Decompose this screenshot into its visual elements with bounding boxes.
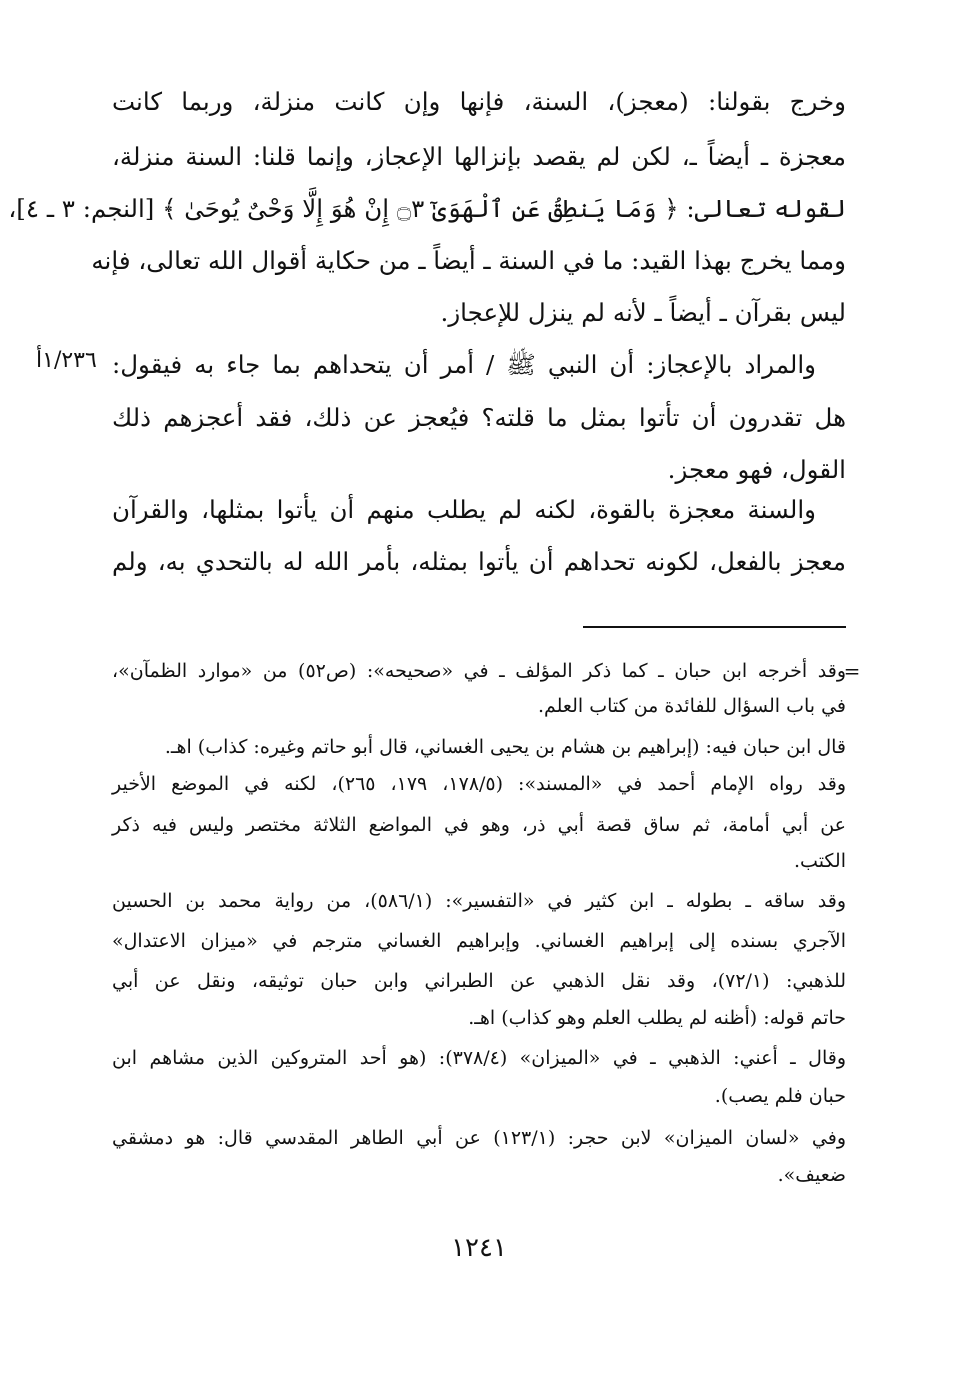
footnote-line: الكتب. bbox=[794, 850, 846, 872]
quran-verse-line: لقوله تعالى: ﴿ وَمَا يَنطِقُ عَنِ ٱلْهَوَىٰٓ ۝٣ إِنْ هُوَ إِلَّا وَحْىٌ يُوحَىٰ ﴾ [النجم: ٣ ـ ٤]، bbox=[8, 194, 846, 223]
footnote-line: قال ابن حبان فيه: (إبراهيم بن هشام بن يحيى الغساني، قال أبو حاتم وغيره: كذاب) اهـ. bbox=[164, 736, 846, 758]
main-text-line: ومما يخرج بهذا القيد: ما في السنة ـ أيضاً ـ من حكاية أقوال الله تعالى، فإنه bbox=[91, 246, 846, 275]
main-text-line: معجزة ـ أيضاً ـ، لكن لم يقصد بإنزالها الإعجاز، وإنما قلنا: السنة منزلة، bbox=[112, 142, 846, 171]
footnote-line: ضعيف». bbox=[777, 1164, 846, 1186]
footnote-separator bbox=[583, 626, 846, 628]
footnote-line: للذهبي: (٧٢/١)، وقد نقل الذهبي عن الطبراني وابن حبان توثيقه، ونقل عن أبي bbox=[112, 970, 846, 992]
footnote-line: حبان فلم يصب). bbox=[714, 1085, 846, 1107]
footnote-line: في باب السؤال للفائدة من كتاب العلم. bbox=[537, 695, 846, 717]
footnote-line: حاتم قوله: (أظنه لم يطلب العلم وهو كذاب) اهـ. bbox=[468, 1007, 846, 1029]
manuscript-folio-reference: ١/٢٣٦أ bbox=[36, 348, 97, 373]
footnote-line: وقد ساقه ـ بطوله ـ ابن كثير في «التفسير»: (٥٨٦/١)، من رواية محمد بن الحسين bbox=[112, 890, 846, 912]
footnote-line: وقد رواه الإمام أحمد في «المسند»: (١٧٨/٥، ١٧٩، ٢٦٥)، لكنه في الموضع الأخير bbox=[112, 773, 846, 795]
page-number: ١٢٤١ bbox=[451, 1233, 507, 1263]
main-text-line: القول، فهو معجز. bbox=[667, 455, 846, 484]
main-text-line: وخرج بقولنا: (معجز)، السنة، فإنها وإن كانت منزلة، وربما كانت bbox=[112, 87, 846, 116]
footnote-continuation-mark: = bbox=[843, 659, 861, 683]
main-text-line: والمراد بالإعجاز: أن النبي ﷺ / أمر أن يتحداهم بما جاء به فيقول: bbox=[112, 350, 816, 379]
footnote-line: وقال ـ أعني: الذهبي ـ في «الميزان» (٣٧٨/٤): (هو أحد المتروكين الذين مشاهم ابن bbox=[112, 1047, 846, 1069]
main-text-line: معجز بالفعل، لكونه تحداهم أن يأتوا بمثله، بأمر الله له بالتحدي به، ولم bbox=[112, 547, 846, 576]
main-text-line: هل تقدرون أن تأتوا بمثل ما قلته؟ فيُعجز عن ذلك، فقد أعجزهم ذلك bbox=[112, 403, 846, 432]
footnote-line: وفي «لسان الميزان» لابن حجر: (١٢٣/١) عن أبي الطاهر المقدسي قال: هو دمشقي bbox=[112, 1127, 846, 1149]
main-text-line: ليس بقرآن ـ أيضاً ـ لأنه لم ينزل للإعجاز. bbox=[440, 298, 846, 327]
footnote-line: الآجري بسنده إلى إبراهيم الغساني. وإبراهيم الغساني مترجم في «ميزان الاعتدال» bbox=[112, 930, 846, 952]
footnote-line: عن أبي أمامة، ثم ساق قصة أبي ذر، وهو في المواضع الثلاثة مختصر وليس فيه ذكر bbox=[112, 814, 846, 836]
footnote-line: وقد أخرجه ابن حبان ـ كما ذكر المؤلف ـ في «صحيحه»: (ص٥٢) من «موارد الظمآن»، bbox=[112, 660, 846, 682]
main-text-line: والسنة معجزة بالقوة، لكنه لم يطلب منهم أن يأتوا بمثلها، والقرآن bbox=[112, 495, 816, 524]
